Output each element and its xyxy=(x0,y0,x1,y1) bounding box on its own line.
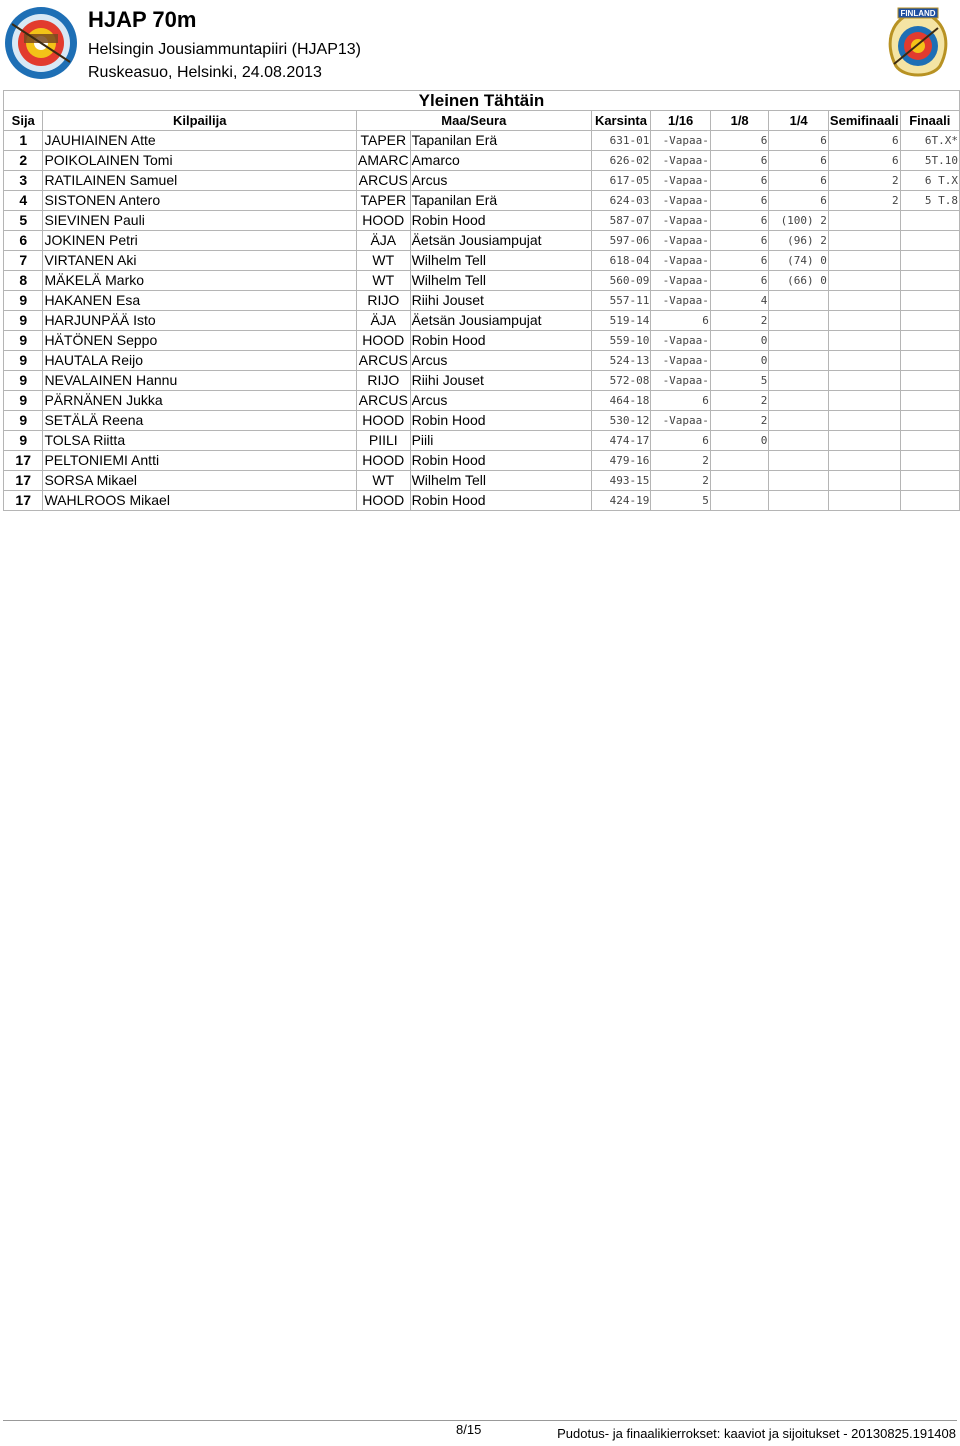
club-code: ÄJA xyxy=(357,311,411,331)
table-row xyxy=(4,251,960,271)
club-name: Robin Hood xyxy=(410,411,591,431)
qualification-score: 530-12 xyxy=(591,411,651,431)
club-code: ÄJA xyxy=(357,231,411,251)
qualification-score: 559-10 xyxy=(591,331,651,351)
empty-cell xyxy=(828,251,900,271)
round-16-result: -Vapaa- xyxy=(651,191,711,211)
table-row xyxy=(4,351,960,371)
empty-cell xyxy=(900,411,959,431)
round-16-result: 6 xyxy=(651,311,711,331)
round-8-result: 6 xyxy=(710,211,768,231)
club-name: Riihi Jouset xyxy=(410,291,591,311)
page-number: 8/15 xyxy=(456,1422,482,1437)
round-16-result: -Vapaa- xyxy=(651,291,711,311)
athlete-name: RATILAINEN Samuel xyxy=(43,171,357,191)
empty-cell xyxy=(828,451,900,471)
rank-cell: 9 xyxy=(4,411,43,431)
semifinal-result: 2 xyxy=(828,191,900,211)
round-8-result: 0 xyxy=(710,431,768,451)
semifinal-result: 6 xyxy=(828,151,900,171)
empty-cell xyxy=(900,331,959,351)
table-row xyxy=(4,271,960,291)
club-name: Arcus xyxy=(410,171,591,191)
empty-cell xyxy=(710,471,768,491)
table-row xyxy=(4,331,960,351)
athlete-name: HÄTÖNEN Seppo xyxy=(43,331,357,351)
club-name: Tapanilan Erä xyxy=(410,191,591,211)
athlete-name: PÄRNÄNEN Jukka xyxy=(43,391,357,411)
col-final: Finaali xyxy=(900,111,959,131)
club-code: ARCUS xyxy=(357,391,411,411)
qualification-score: 626-02 xyxy=(591,151,651,171)
club-name: Amarco xyxy=(410,151,591,171)
col-semifinal: Semifinaali xyxy=(828,111,900,131)
club-name: Robin Hood xyxy=(410,211,591,231)
table-row xyxy=(4,391,960,411)
round-8-result: 5 xyxy=(710,371,768,391)
empty-cell xyxy=(900,451,959,471)
qualification-score: 631-01 xyxy=(591,131,651,151)
empty-cell xyxy=(828,271,900,291)
col-kilpailija: Kilpailija xyxy=(43,111,357,131)
empty-cell xyxy=(769,471,829,491)
empty-cell xyxy=(900,291,959,311)
round-8-result: 6 xyxy=(710,131,768,151)
club-name: Riihi Jouset xyxy=(410,371,591,391)
club-code: TAPER xyxy=(357,191,411,211)
results-table xyxy=(3,90,960,511)
round-8-result: 0 xyxy=(710,331,768,351)
rank-cell: 5 xyxy=(4,211,43,231)
empty-cell xyxy=(900,311,959,331)
table-row xyxy=(4,171,960,191)
table-row xyxy=(4,231,960,251)
round-16-result: -Vapaa- xyxy=(651,411,711,431)
rank-cell: 9 xyxy=(4,431,43,451)
quarterfinal-result: (66) 0 xyxy=(769,271,829,291)
empty-cell xyxy=(828,211,900,231)
club-code: RIJO xyxy=(357,371,411,391)
club-code: RIJO xyxy=(357,291,411,311)
quarterfinal-result: 6 xyxy=(769,191,829,211)
athlete-name: HAKANEN Esa xyxy=(43,291,357,311)
round-8-result: 6 xyxy=(710,271,768,291)
club-name: Arcus xyxy=(410,391,591,411)
round-8-result: 2 xyxy=(710,411,768,431)
empty-cell xyxy=(769,371,829,391)
athlete-name: WAHLROOS Mikael xyxy=(43,491,357,511)
round-16-result: 2 xyxy=(651,451,711,471)
club-code: ARCUS xyxy=(357,351,411,371)
table-row xyxy=(4,291,960,311)
rank-cell: 9 xyxy=(4,391,43,411)
qualification-score: 479-16 xyxy=(591,451,651,471)
col-1-4: 1/4 xyxy=(769,111,829,131)
athlete-name: NEVALAINEN Hannu xyxy=(43,371,357,391)
empty-cell xyxy=(769,331,829,351)
club-name: Äetsän Jousiampujat xyxy=(410,311,591,331)
club-code: HOOD xyxy=(357,451,411,471)
rank-cell: 3 xyxy=(4,171,43,191)
athlete-name: TOLSA Riitta xyxy=(43,431,357,451)
quarterfinal-result: (74) 0 xyxy=(769,251,829,271)
final-result: 6T.X* xyxy=(900,131,959,151)
col-karsinta: Karsinta xyxy=(591,111,651,131)
footer-divider xyxy=(3,1420,957,1421)
semifinal-result: 2 xyxy=(828,171,900,191)
round-8-result: 6 xyxy=(710,231,768,251)
club-name: Wilhelm Tell xyxy=(410,271,591,291)
rank-cell: 2 xyxy=(4,151,43,171)
round-16-result: -Vapaa- xyxy=(651,231,711,251)
round-16-result: 2 xyxy=(651,471,711,491)
table-row xyxy=(4,471,960,491)
qualification-score: 519-14 xyxy=(591,311,651,331)
table-caption: Yleinen Tähtäin xyxy=(4,91,960,111)
quarterfinal-result: 6 xyxy=(769,151,829,171)
club-code: TAPER xyxy=(357,131,411,151)
club-name: Äetsän Jousiampujat xyxy=(410,231,591,251)
empty-cell xyxy=(900,371,959,391)
qualification-score: 493-15 xyxy=(591,471,651,491)
club-code: PIILI xyxy=(357,431,411,451)
table-row xyxy=(4,131,960,151)
round-8-result: 6 xyxy=(710,151,768,171)
event-title: HJAP 70m xyxy=(88,7,197,32)
qualification-score: 464-18 xyxy=(591,391,651,411)
empty-cell xyxy=(828,331,900,351)
round-8-result: 2 xyxy=(710,311,768,331)
round-16-result: -Vapaa- xyxy=(651,271,711,291)
round-16-result: 6 xyxy=(651,391,711,411)
club-name: Wilhelm Tell xyxy=(410,471,591,491)
round-16-result: -Vapaa- xyxy=(651,351,711,371)
athlete-name: POIKOLAINEN Tomi xyxy=(43,151,357,171)
round-8-result: 2 xyxy=(710,391,768,411)
athlete-name: PELTONIEMI Antti xyxy=(43,451,357,471)
qualification-score: 424-19 xyxy=(591,491,651,511)
empty-cell xyxy=(769,311,829,331)
empty-cell xyxy=(900,231,959,251)
rank-cell: 17 xyxy=(4,491,43,511)
round-8-result: 4 xyxy=(710,291,768,311)
athlete-name: SORSA Mikael xyxy=(43,471,357,491)
round-8-result: 6 xyxy=(710,191,768,211)
round-16-result: -Vapaa- xyxy=(651,371,711,391)
qualification-score: 560-09 xyxy=(591,271,651,291)
empty-cell xyxy=(828,471,900,491)
table-row xyxy=(4,491,960,511)
semifinal-result: 6 xyxy=(828,131,900,151)
table-row xyxy=(4,451,960,471)
round-16-result: -Vapaa- xyxy=(651,131,711,151)
quarterfinal-result: (96) 2 xyxy=(769,231,829,251)
athlete-name: HAUTALA Reijo xyxy=(43,351,357,371)
athlete-name: SIEVINEN Pauli xyxy=(43,211,357,231)
rank-cell: 17 xyxy=(4,451,43,471)
qualification-score: 624-03 xyxy=(591,191,651,211)
col-1-8: 1/8 xyxy=(710,111,768,131)
table-row xyxy=(4,311,960,331)
table-row xyxy=(4,151,960,171)
final-result: 5 T.8 xyxy=(900,191,959,211)
round-16-result: -Vapaa- xyxy=(651,331,711,351)
empty-cell xyxy=(828,431,900,451)
club-name: Robin Hood xyxy=(410,491,591,511)
rank-cell: 9 xyxy=(4,311,43,331)
club-code: WT xyxy=(357,271,411,291)
empty-cell xyxy=(769,291,829,311)
qualification-score: 587-07 xyxy=(591,211,651,231)
qualification-score: 618-04 xyxy=(591,251,651,271)
empty-cell xyxy=(769,391,829,411)
table-row xyxy=(4,411,960,431)
empty-cell xyxy=(710,451,768,471)
club-name: Robin Hood xyxy=(410,451,591,471)
quarterfinal-result: 6 xyxy=(769,131,829,151)
empty-cell xyxy=(769,411,829,431)
table-row xyxy=(4,211,960,231)
empty-cell xyxy=(828,351,900,371)
event-venue-date: Ruskeasuo, Helsinki, 24.08.2013 xyxy=(88,64,322,81)
quarterfinal-result: 6 xyxy=(769,171,829,191)
col-seura: Maa/Seura xyxy=(357,111,592,131)
empty-cell xyxy=(769,451,829,471)
empty-cell xyxy=(710,491,768,511)
club-code: HOOD xyxy=(357,331,411,351)
rank-cell: 4 xyxy=(4,191,43,211)
round-16-result: 6 xyxy=(651,431,711,451)
round-16-result: 5 xyxy=(651,491,711,511)
round-16-result: -Vapaa- xyxy=(651,151,711,171)
col-1-16: 1/16 xyxy=(651,111,711,131)
empty-cell xyxy=(900,251,959,271)
final-result: 5T.10 xyxy=(900,151,959,171)
table-row xyxy=(4,371,960,391)
qualification-score: 474-17 xyxy=(591,431,651,451)
club-name: Robin Hood xyxy=(410,331,591,351)
empty-cell xyxy=(828,491,900,511)
empty-cell xyxy=(900,391,959,411)
col-sija: Sija xyxy=(4,111,43,131)
club-code: WT xyxy=(357,471,411,491)
rank-cell: 9 xyxy=(4,331,43,351)
club-code: AMARC xyxy=(357,151,411,171)
table-row xyxy=(4,431,960,451)
qualification-score: 572-08 xyxy=(591,371,651,391)
round-8-result: 6 xyxy=(710,251,768,271)
empty-cell xyxy=(769,431,829,451)
club-name: Piili xyxy=(410,431,591,451)
empty-cell xyxy=(828,291,900,311)
empty-cell xyxy=(900,351,959,371)
final-result: 6 T.X xyxy=(900,171,959,191)
rank-cell: 1 xyxy=(4,131,43,151)
empty-cell xyxy=(900,271,959,291)
empty-cell xyxy=(900,211,959,231)
athlete-name: SISTONEN Antero xyxy=(43,191,357,211)
athlete-name: VIRTANEN Aki xyxy=(43,251,357,271)
qualification-score: 597-06 xyxy=(591,231,651,251)
club-name: Arcus xyxy=(410,351,591,371)
athlete-name: HARJUNPÄÄ Isto xyxy=(43,311,357,331)
round-16-result: -Vapaa- xyxy=(651,211,711,231)
club-name: Tapanilan Erä xyxy=(410,131,591,151)
club-code: HOOD xyxy=(357,491,411,511)
quarterfinal-result: (100) 2 xyxy=(769,211,829,231)
empty-cell xyxy=(769,351,829,371)
empty-cell xyxy=(828,311,900,331)
footer-note: Pudotus- ja finaalikierrokset: kaaviot ja sijoitukset - 20130825.191408 xyxy=(557,1426,956,1441)
rank-cell: 8 xyxy=(4,271,43,291)
empty-cell xyxy=(900,491,959,511)
athlete-name: JOKINEN Petri xyxy=(43,231,357,251)
club-name: Wilhelm Tell xyxy=(410,251,591,271)
empty-cell xyxy=(900,471,959,491)
finland-archery-logo xyxy=(880,4,956,82)
finland-logo-text: FINLAND xyxy=(900,9,936,18)
athlete-name: JAUHIAINEN Atte xyxy=(43,131,357,151)
rank-cell: 6 xyxy=(4,231,43,251)
rank-cell: 9 xyxy=(4,351,43,371)
rank-cell: 7 xyxy=(4,251,43,271)
club-code: WT xyxy=(357,251,411,271)
rank-cell: 9 xyxy=(4,371,43,391)
rank-cell: 9 xyxy=(4,291,43,311)
round-8-result: 6 xyxy=(710,171,768,191)
round-16-result: -Vapaa- xyxy=(651,251,711,271)
round-16-result: -Vapaa- xyxy=(651,171,711,191)
round-8-result: 0 xyxy=(710,351,768,371)
event-organizer: Helsingin Jousiammuntapiiri (HJAP13) xyxy=(88,41,361,58)
hjap-target-logo xyxy=(4,4,78,82)
empty-cell xyxy=(828,391,900,411)
club-code: ARCUS xyxy=(357,171,411,191)
athlete-name: MÄKELÄ Marko xyxy=(43,271,357,291)
table-row xyxy=(4,191,960,211)
qualification-score: 524-13 xyxy=(591,351,651,371)
athlete-name: SETÄLÄ Reena xyxy=(43,411,357,431)
club-code: HOOD xyxy=(357,211,411,231)
empty-cell xyxy=(769,491,829,511)
qualification-score: 557-11 xyxy=(591,291,651,311)
empty-cell xyxy=(828,371,900,391)
empty-cell xyxy=(828,231,900,251)
rank-cell: 17 xyxy=(4,471,43,491)
empty-cell xyxy=(828,411,900,431)
club-code: HOOD xyxy=(357,411,411,431)
qualification-score: 617-05 xyxy=(591,171,651,191)
empty-cell xyxy=(900,431,959,451)
